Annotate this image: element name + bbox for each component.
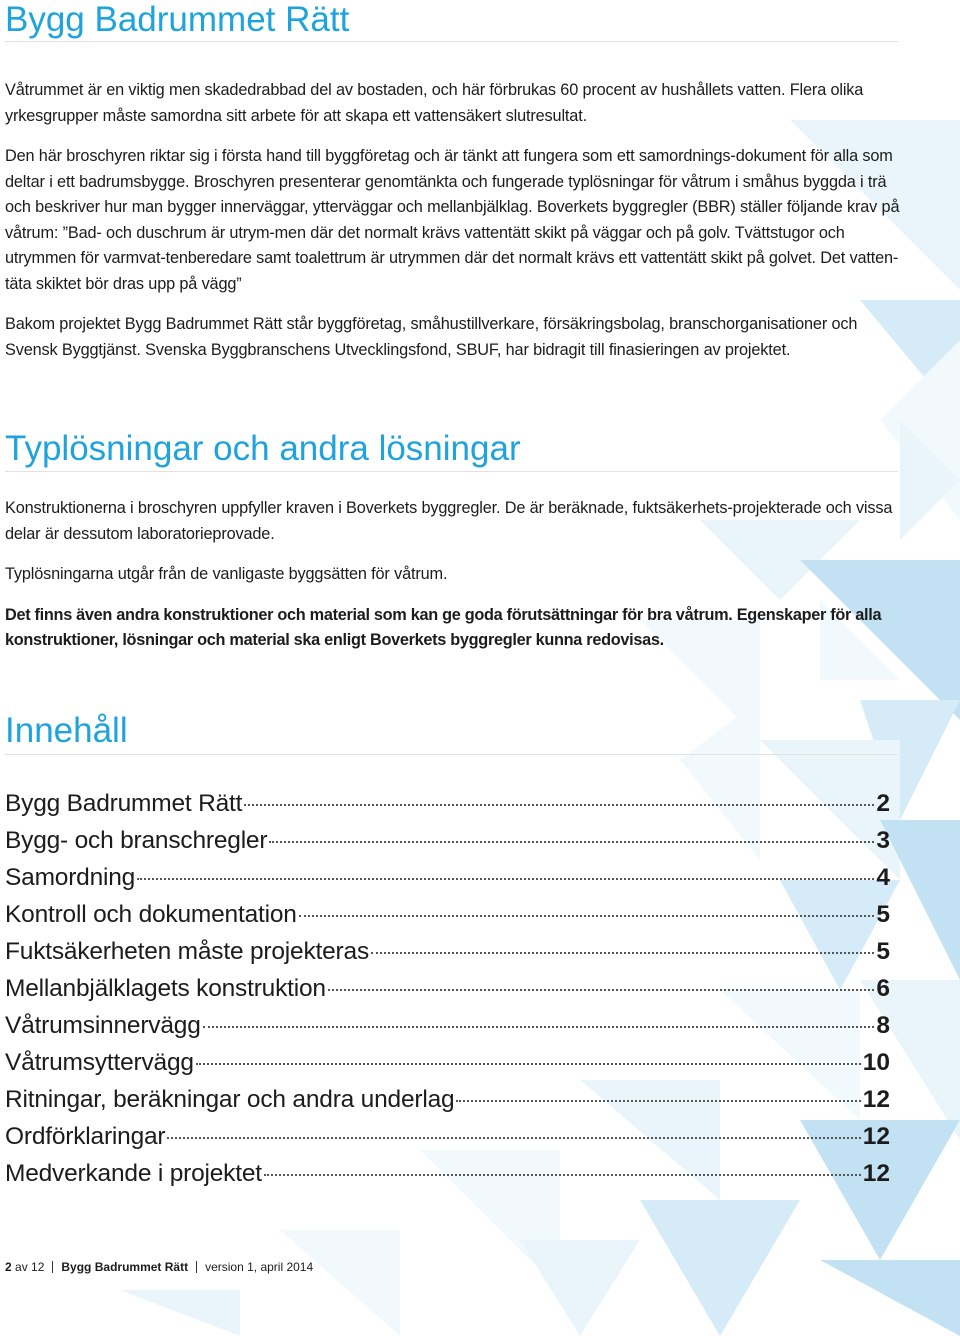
toc-dot-leader	[137, 878, 874, 880]
toc-item[interactable]	[5, 785, 890, 822]
toc-dot-leader	[264, 1174, 861, 1176]
toc-dot-leader	[167, 1137, 860, 1139]
toc-item[interactable]	[5, 970, 890, 1007]
project-paragraph: Bakom projektet Bygg Badrummet Rätt står byggföretag, småhustillverkare, försäkringsbolag, branschorganisationer och Svensk Byggtjänst. Svenska Byggbranschens Utvecklingsfond, SBUF, har bidragit till finasieringen av projektet.	[5, 315, 858, 359]
toc-dot-leader	[299, 915, 875, 917]
toc-item-page: 2	[876, 789, 890, 817]
purpose-paragraph: Den här broschyren riktar sig i första hand till byggföretag och är tänkt att fungera som ett samordnings-dokument för alla som deltar i ett badrumsbygge. Broschyren presenterar genomtänkta och fungerade typlösningar för våtrum i småhus byggda i trä och beskriver hur man bygger innerväggar, ytterväggar och mellanbjälklag. Boverkets byggregler (BBR) ställer följande krav på våtrum: ”Bad- och duschrum är utrym-men där det normalt krävs vattentätt skikt på väggar och på golv. Tvättstugor och utrymmen för varmvat-tenberedare samt toalettrum är utrymmen där det normalt krävs ett vattentätt skikt på golvet. Det vatten-täta skiktet bör dras upp på vägg”	[5, 147, 900, 293]
toc-dot-leader	[328, 989, 875, 991]
toc-item-title: Våtrumsyttervägg	[5, 1048, 194, 1076]
toc-item-page: 6	[876, 974, 890, 1002]
toc-item-page: 3	[876, 826, 890, 854]
toc-item-page: 12	[862, 1122, 890, 1150]
toc-item-title: Kontroll och dokumentation	[5, 900, 297, 928]
toc-item-page: 12	[862, 1159, 890, 1187]
toc-item[interactable]	[5, 1007, 890, 1044]
toc-item[interactable]	[5, 822, 890, 859]
toc-item[interactable]	[5, 1155, 890, 1192]
toc-dot-leader	[203, 1026, 875, 1028]
title-divider	[5, 754, 898, 755]
background-triangle	[520, 1240, 640, 1336]
toc-dot-leader	[371, 952, 874, 954]
other-constructions-paragraph: Det finns även andra konstruktioner och material som kan ge goda förutsättningar för bra våtrum. Egenskaper för alla konstruktioner, lösningar och material ska enligt Boverkets byggregler kunna redovisas.	[5, 605, 882, 649]
background-triangle	[280, 1230, 400, 1336]
toc-item[interactable]	[5, 1044, 890, 1081]
toc-dot-leader	[196, 1063, 861, 1065]
title-divider	[5, 41, 898, 42]
toc-item-page: 12	[862, 1085, 890, 1113]
toc-item-title: Ordförklaringar	[5, 1122, 166, 1150]
section-title-innehall: Innehåll	[5, 710, 128, 750]
toc-item[interactable]	[5, 1081, 890, 1118]
toc-item-page: 8	[876, 1011, 890, 1039]
section-title-typlosningar: Typlösningar och andra lösningar	[5, 429, 521, 468]
toc-item-title: Medverkande i projektet	[5, 1159, 262, 1187]
intro-paragraph: Våtrummet är en viktig men skadedrabbad del av bostaden, och här förbrukas 60 procent av hushållets vatten. Flera olika yrkesgrupper måste samordna sitt arbete för att skapa ett vattensäkert slutresultat.	[5, 81, 864, 125]
toc-item-title: Bygg- och branschregler	[5, 826, 268, 854]
toc-item[interactable]	[5, 1118, 890, 1155]
background-triangle	[640, 1200, 800, 1336]
toc-item-title: Ritningar, beräkningar och andra underlag	[5, 1085, 455, 1113]
toc-item[interactable]	[5, 859, 890, 896]
toc-item[interactable]	[5, 933, 890, 970]
toc-item-title: Våtrumsinnervägg	[5, 1011, 201, 1039]
footer-page-total: av 12	[15, 1260, 45, 1274]
toc-dot-leader	[456, 1100, 860, 1102]
footer-separator	[196, 1261, 197, 1273]
background-triangle	[120, 1290, 240, 1336]
title-divider	[5, 471, 898, 472]
footer-separator	[52, 1261, 53, 1273]
toc-item-title: Mellanbjälklagets konstruktion	[5, 974, 326, 1002]
table-of-contents	[5, 785, 890, 1192]
toc-dot-leader	[269, 841, 874, 843]
footer-version: version 1, april 2014	[205, 1260, 314, 1274]
footer-doc-title: Bygg Badrummet Rätt	[61, 1260, 189, 1274]
toc-item-title: Samordning	[5, 863, 136, 891]
page-footer	[5, 1260, 313, 1274]
toc-item-page: 10	[862, 1048, 890, 1076]
toc-item-page: 4	[876, 863, 890, 891]
toc-item-title: Fuktsäkerheten måste projekteras	[5, 937, 369, 965]
background-triangle	[820, 1260, 960, 1336]
toc-item[interactable]	[5, 896, 890, 933]
toc-item-page: 5	[876, 900, 890, 928]
toc-item-title: Bygg Badrummet Rätt	[5, 789, 243, 817]
constructions-paragraph: Konstruktionerna i broschyren uppfyller kraven i Boverkets byggregler. De är beräknade, fuktsäkerhets-projekterade och vissa delar är dessutom laboratorieprovade.	[5, 499, 893, 543]
toc-item-page: 5	[876, 937, 890, 965]
section-title-bygg-badrummet: Bygg Badrummet Rätt	[5, 0, 350, 39]
toc-dot-leader	[244, 804, 874, 806]
footer-page-number: 2	[5, 1260, 12, 1274]
typical-solutions-paragraph: Typlösningarna utgår från de vanligaste byggsätten för våtrum.	[5, 565, 448, 583]
